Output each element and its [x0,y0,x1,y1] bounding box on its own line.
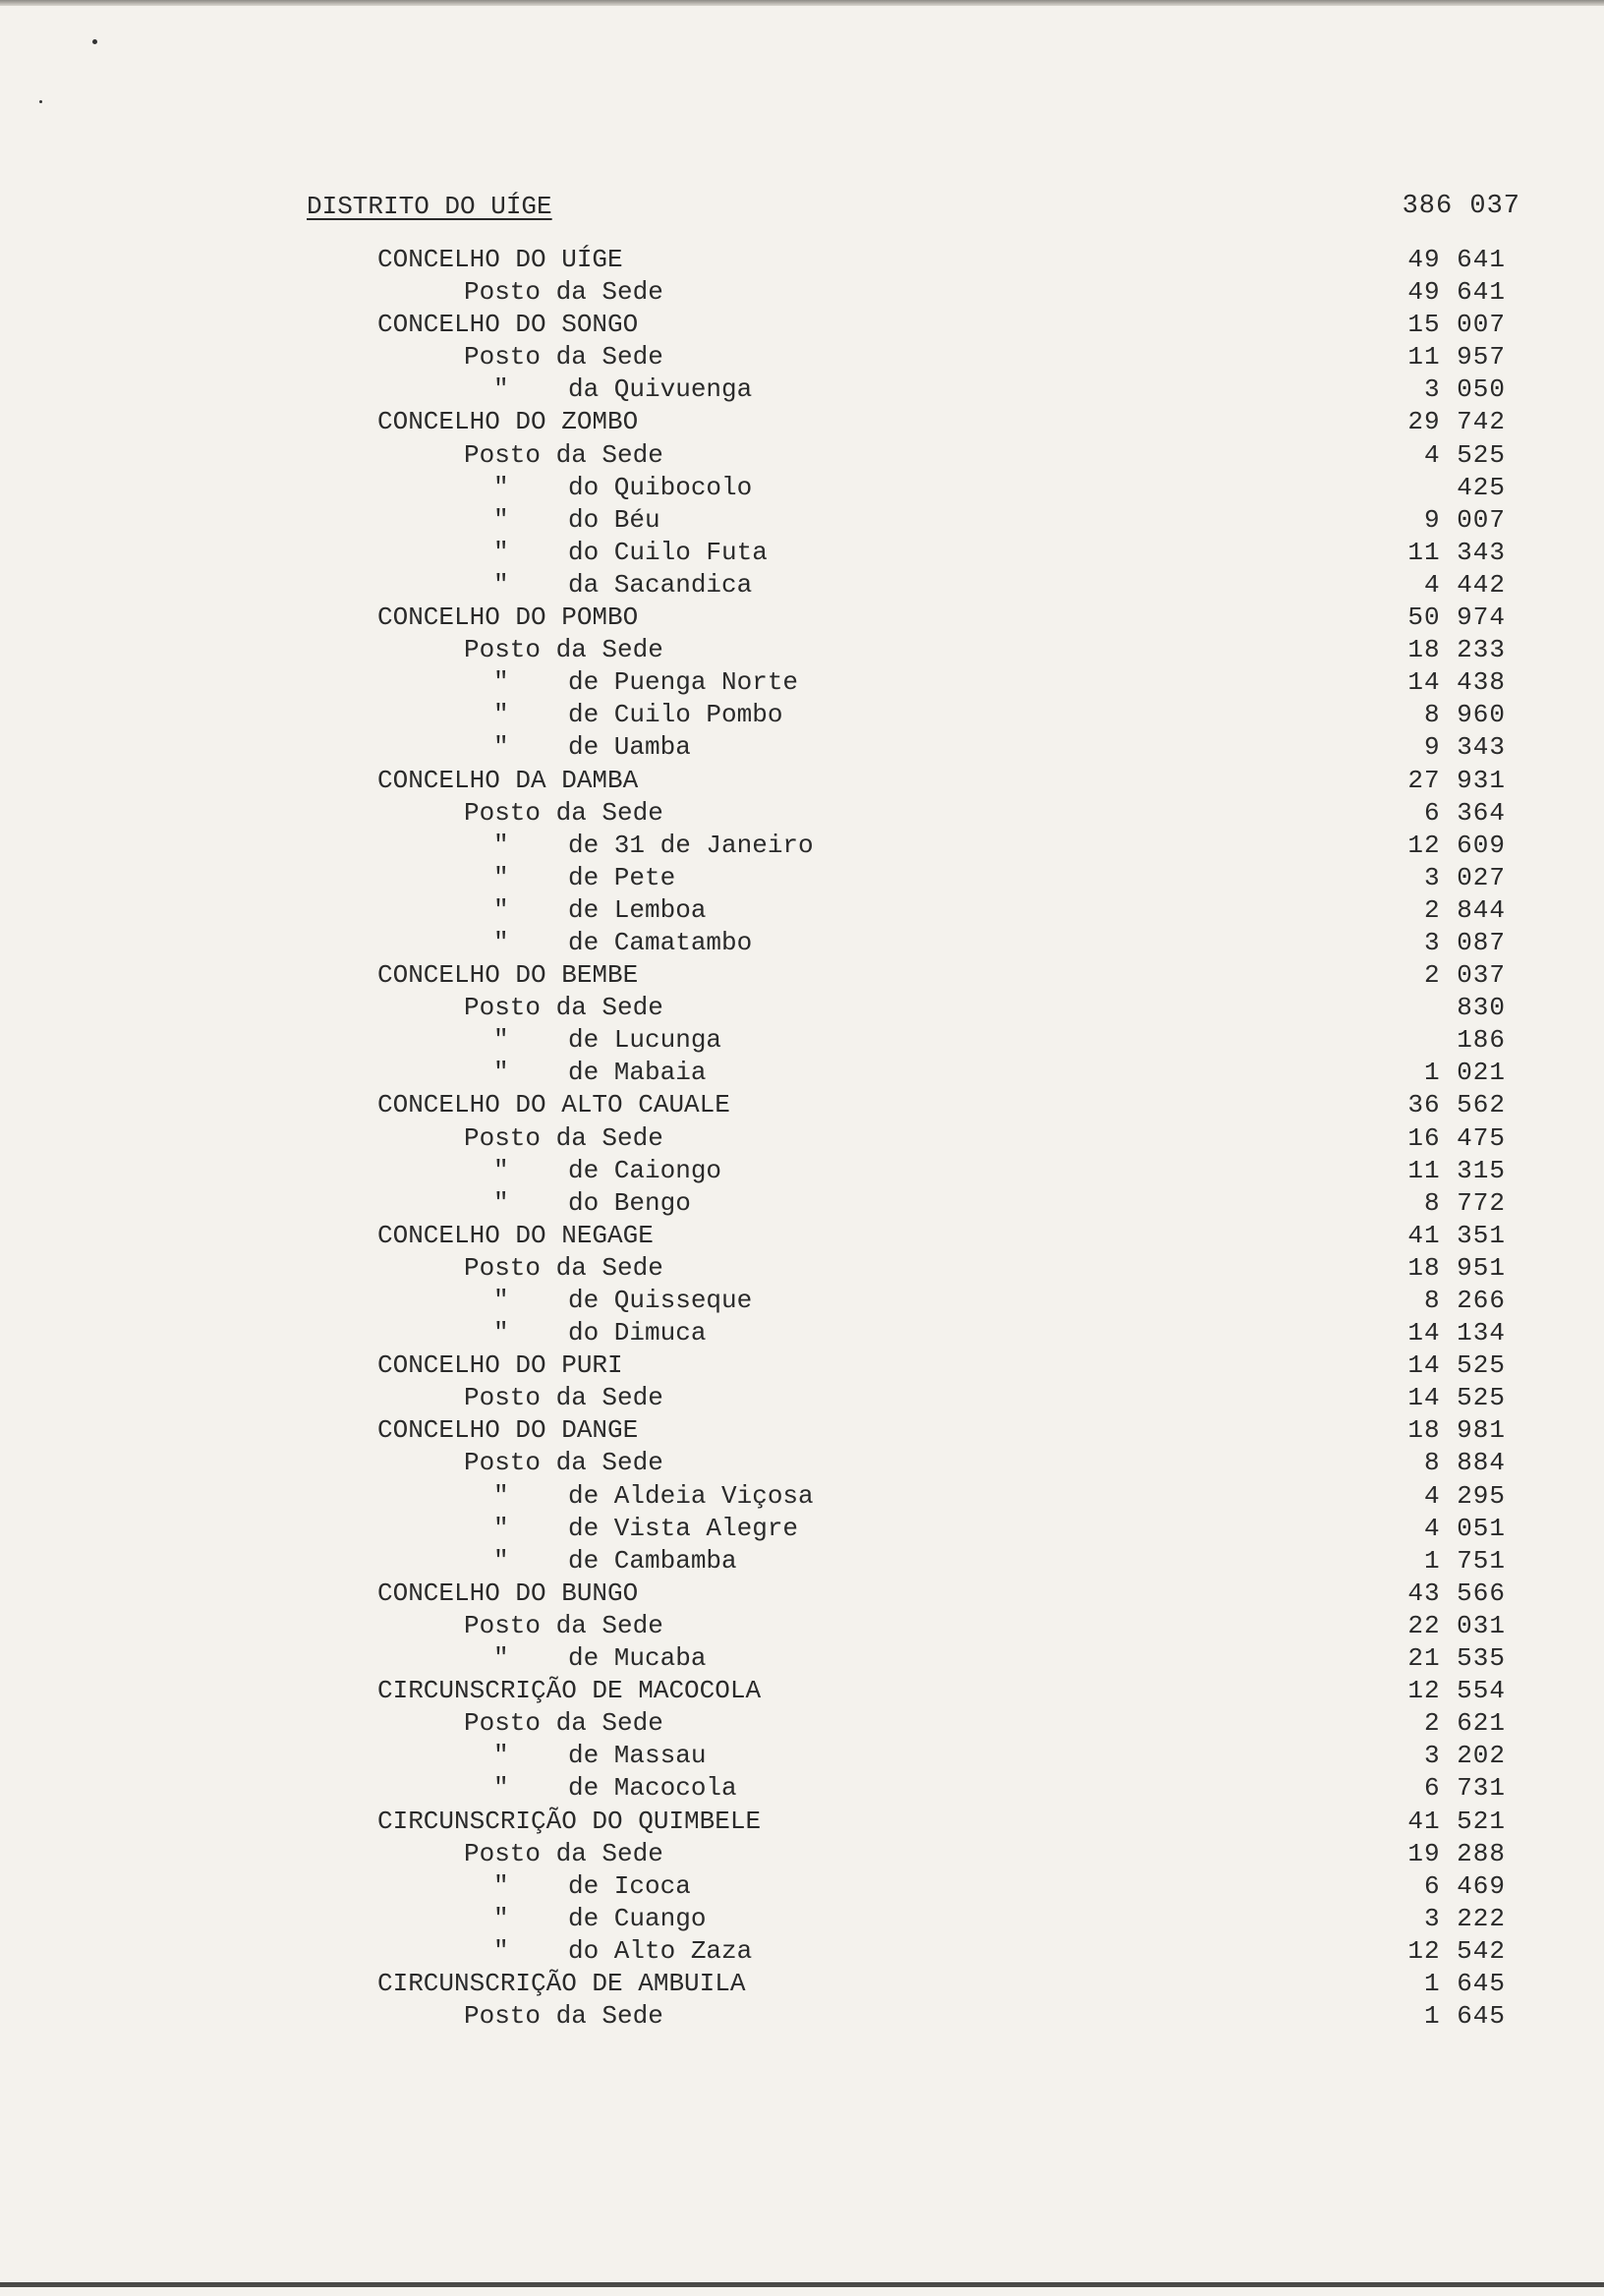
posto-row [307,1447,1535,1479]
row-label [307,341,1476,373]
posto-row [307,1252,1535,1285]
row-label [307,1024,1506,1057]
row-label-text: de Mucaba [568,1643,707,1674]
concelho-row [307,244,1535,276]
row-label [307,1772,1506,1805]
row-value: 14 438 [1407,667,1506,698]
row-label [307,1349,1390,1382]
posto-row [307,472,1535,504]
row-label-text: de Caiongo [568,1155,722,1185]
row-value: 14 525 [1407,1350,1506,1381]
row-label-text: do Béu [568,504,660,535]
posto-row [307,2000,1535,2033]
row-label [307,1707,1476,1740]
posto-row [307,830,1535,862]
row-label-text: Posto da Sede [464,439,663,470]
posto-row [307,1187,1535,1220]
row-label-text: CIRCUNSCRIÇÃO DE MACOCOLA [377,1676,762,1706]
posto-row [307,666,1535,699]
concelho-row [307,1806,1535,1838]
row-value: 425 [1457,472,1506,502]
posto-row [307,1610,1535,1642]
row-label-text: de Icoca [568,1870,691,1901]
row-label-text: CONCELHO DO PURI [377,1350,623,1381]
row-label [307,1317,1506,1349]
posto-row [307,1642,1535,1675]
row-label-text: de Lucunga [568,1025,722,1056]
row-value: 8 884 [1423,1448,1506,1478]
concelho-row [307,1968,1535,2000]
row-label-text: Posto da Sede [464,1838,663,1868]
ditto-mark: " [493,830,509,860]
row-value: 8 772 [1423,1187,1506,1218]
row-label [307,927,1506,959]
row-label-text: de Aldeia Viçosa [568,1480,814,1511]
posto-row [307,992,1535,1024]
row-label-text: CIRCUNSCRIÇÃO DE AMBUILA [377,1968,746,1998]
row-label-text: CONCELHO DO BUNGO [377,1578,639,1608]
posto-row [307,1317,1535,1349]
row-label [307,1480,1506,1513]
row-label [307,1252,1476,1285]
ditto-mark: " [493,1741,509,1771]
row-value: 36 562 [1407,1090,1506,1120]
ditto-mark: " [493,732,509,763]
row-value: 4 442 [1423,569,1506,600]
row-label-text: CONCELHO DO ALTO CAUALE [377,1090,730,1120]
ditto-mark: " [493,667,509,698]
row-value: 8 266 [1423,1286,1506,1315]
row-label [307,373,1506,406]
row-value: 18 951 [1407,1252,1506,1283]
posto-row [307,1838,1535,1870]
posto-row [307,1285,1535,1317]
row-label-text: do Cuilo Futa [568,537,768,567]
row-label-text: CONCELHO DO NEGAGE [377,1220,654,1250]
row-label-text: CONCELHO DO ZOMBO [377,407,639,437]
row-value: 1 751 [1423,1545,1506,1576]
row-label [307,1089,1390,1121]
row-label-text: Posto da Sede [464,277,663,308]
row-label-text: CIRCUNSCRIÇÃO DO QUIMBELE [377,1806,762,1836]
row-value: 22 031 [1407,1610,1506,1640]
row-label [307,666,1506,699]
row-value: 6 731 [1423,1773,1506,1804]
row-label [307,1903,1506,1935]
population-table [307,187,1535,2033]
ditto-mark: " [493,472,509,502]
row-label-text: de Massau [568,1741,707,1771]
concelho-row [307,1220,1535,1252]
row-value: 8 960 [1423,700,1506,730]
ditto-mark: " [493,537,509,567]
row-value: 830 [1457,993,1506,1023]
row-value: 9 343 [1423,732,1506,763]
row-label-text: de Macocola [568,1773,737,1804]
ditto-mark: " [493,1187,509,1218]
row-label-text: de Uamba [568,732,691,763]
posto-row [307,1382,1535,1414]
row-label-text: Posto da Sede [464,1122,663,1153]
posto-row [307,927,1535,959]
row-label-text: CONCELHO DO DANGE [377,1415,639,1446]
ink-speck [39,100,42,103]
posto-row [307,731,1535,764]
posto-row [307,797,1535,830]
row-value: 18 981 [1407,1415,1506,1446]
row-label [307,959,1390,992]
row-value: 29 742 [1407,407,1506,437]
posto-row [307,1480,1535,1513]
row-label [307,1220,1390,1252]
posto-row [307,699,1535,731]
row-value: 43 566 [1407,1578,1506,1608]
row-label-text: de Camatambo [568,927,753,957]
row-label [307,1968,1390,2000]
row-value: 14 525 [1407,1383,1506,1413]
row-label-text: Posto da Sede [464,1448,663,1478]
row-label-text: de Pete [568,862,676,892]
row-label [307,1545,1506,1578]
row-label-text: de Cuango [568,1903,707,1933]
row-label [307,862,1506,894]
row-label-text: de Quisseque [568,1286,753,1315]
ditto-mark: " [493,927,509,957]
posto-row [307,1707,1535,1740]
row-value: 21 535 [1407,1643,1506,1674]
row-label-text: do Alto Zaza [568,1935,753,1966]
row-value: 1 021 [1423,1058,1506,1088]
district-row [307,187,1535,244]
row-label [307,1610,1476,1642]
posto-row [307,276,1535,309]
row-label [307,1806,1390,1838]
ditto-mark: " [493,1318,509,1349]
row-label-text: do Quibocolo [568,472,753,502]
row-value: 3 087 [1423,927,1506,957]
row-value: 12 554 [1407,1676,1506,1706]
row-label [307,537,1506,569]
concelho-row [307,1675,1535,1707]
row-value: 41 521 [1407,1806,1506,1836]
row-value: 186 [1457,1025,1506,1056]
row-label [307,699,1506,731]
district-name: DISTRITO DO UÍGE [307,192,552,221]
row-label-text: Posto da Sede [464,1383,663,1413]
row-label [307,244,1390,276]
ditto-mark: " [493,700,509,730]
posto-row [307,1740,1535,1772]
row-label [307,894,1506,927]
row-value: 1 645 [1423,1968,1506,1998]
row-value: 2 621 [1423,1708,1506,1739]
row-label [307,406,1390,438]
row-label [307,1382,1476,1414]
row-label-text: do Dimuca [568,1318,707,1349]
row-label [307,1447,1476,1479]
row-label [307,992,1476,1024]
posto-row [307,504,1535,537]
row-label-text: de Mabaia [568,1058,707,1088]
concelho-row [307,1578,1535,1610]
posto-row [307,439,1535,472]
ditto-mark: " [493,1513,509,1543]
posto-row [307,1513,1535,1545]
row-label [307,634,1476,666]
row-label-text: Posto da Sede [464,1252,663,1283]
row-label-text: Posto da Sede [464,342,663,373]
posto-row [307,1024,1535,1057]
row-value: 49 641 [1407,277,1506,308]
ditto-mark: " [493,1545,509,1576]
row-label [307,1870,1506,1903]
row-label-text: de Vista Alegre [568,1513,799,1543]
concelho-row [307,309,1535,341]
row-label [307,731,1506,764]
posto-row [307,894,1535,927]
posto-row [307,1935,1535,1968]
row-label [307,309,1390,341]
row-label [307,1285,1506,1317]
row-label-text: Posto da Sede [464,1610,663,1640]
row-value: 1 645 [1423,2001,1506,2032]
row-value: 49 641 [1407,245,1506,274]
row-label-text: CONCELHO DA DAMBA [377,765,639,795]
ditto-mark: " [493,1643,509,1674]
page-bottom-edge [0,2282,1604,2287]
district-total: 386 037 [1402,192,1520,221]
posto-row [307,1772,1535,1805]
ditto-mark: " [493,1058,509,1088]
ditto-mark: " [493,1935,509,1966]
row-value: 41 351 [1407,1220,1506,1250]
posto-row [307,341,1535,373]
posto-row [307,1155,1535,1187]
posto-row [307,1122,1535,1155]
concelho-row [307,602,1535,634]
row-value: 12 609 [1407,830,1506,860]
posto-row [307,569,1535,602]
row-value: 27 931 [1407,765,1506,795]
ditto-mark: " [493,504,509,535]
row-label-text: de 31 de Janeiro [568,830,814,860]
row-value: 11 343 [1407,537,1506,567]
row-label [307,1642,1506,1675]
ditto-mark: " [493,1025,509,1056]
concelho-row [307,406,1535,438]
row-value: 6 364 [1423,797,1506,828]
posto-row [307,1903,1535,1935]
row-value: 2 844 [1423,894,1506,925]
ditto-mark: " [493,569,509,600]
row-value: 16 475 [1407,1122,1506,1153]
concelho-row [307,765,1535,797]
row-value: 12 542 [1407,1935,1506,1966]
posto-row [307,1057,1535,1089]
concelho-row [307,1089,1535,1121]
row-label [307,765,1390,797]
ditto-mark: " [493,1773,509,1804]
posto-row [307,1870,1535,1903]
row-value: 2 037 [1423,960,1506,991]
row-value: 4 525 [1423,439,1506,470]
row-label [307,1155,1506,1187]
ditto-mark: " [493,374,509,405]
row-value: 50 974 [1407,603,1506,633]
posto-row [307,373,1535,406]
row-label-text: de Lemboa [568,894,707,925]
row-value: 19 288 [1407,1838,1506,1868]
row-value: 11 957 [1407,342,1506,373]
row-label-text: da Sacandica [568,569,753,600]
row-label-text: de Puenga Norte [568,667,799,698]
row-label-text: CONCELHO DO BEMBE [377,960,639,991]
row-label-text: do Bengo [568,1187,691,1218]
row-value: 15 007 [1407,310,1506,340]
row-label-text: CONCELHO DO SONGO [377,310,639,340]
page-top-edge [0,0,1604,6]
row-label-text: Posto da Sede [464,993,663,1023]
row-value: 14 134 [1407,1318,1506,1349]
row-label [307,1187,1506,1220]
ink-speck [92,39,97,44]
row-value: 4 051 [1423,1513,1506,1543]
row-value: 11 315 [1407,1155,1506,1185]
row-label [307,472,1506,504]
row-label [307,1122,1476,1155]
row-label-text: da Quivuenga [568,374,753,405]
row-label [307,504,1506,537]
concelho-row [307,1349,1535,1382]
ditto-mark: " [493,1903,509,1933]
row-label [307,1935,1506,1968]
row-value: 3 027 [1423,862,1506,892]
ditto-mark: " [493,894,509,925]
row-value: 4 295 [1423,1480,1506,1511]
row-label [307,1513,1506,1545]
row-label-text: Posto da Sede [464,1708,663,1739]
row-label [307,797,1476,830]
row-label-text: CONCELHO DO POMBO [377,603,639,633]
row-label-text: de Cambamba [568,1545,737,1576]
ditto-mark: " [493,1480,509,1511]
row-label-text: CONCELHO DO UÍGE [377,245,623,274]
row-value: 3 202 [1423,1741,1506,1771]
row-label [307,276,1476,309]
row-label [307,1578,1390,1610]
row-label [307,1740,1506,1772]
row-label [307,2000,1476,2033]
row-label [307,1057,1506,1089]
row-label-text: de Cuilo Pombo [568,700,783,730]
row-label-text: Posto da Sede [464,635,663,665]
ditto-mark: " [493,1155,509,1185]
row-label [307,1838,1476,1870]
row-label-text: Posto da Sede [464,797,663,828]
row-label-text: Posto da Sede [464,2001,663,2032]
posto-row [307,862,1535,894]
row-value: 18 233 [1407,635,1506,665]
row-label [307,439,1476,472]
posto-row [307,634,1535,666]
posto-row [307,537,1535,569]
posto-row [307,1545,1535,1578]
ditto-mark: " [493,862,509,892]
concelho-row [307,1414,1535,1447]
concelho-row [307,959,1535,992]
ditto-mark: " [493,1286,509,1315]
table-body [307,244,1535,2033]
row-value: 9 007 [1423,504,1506,535]
row-label [307,602,1390,634]
row-value: 6 469 [1423,1870,1506,1901]
row-value: 3 050 [1423,374,1506,405]
ditto-mark: " [493,1870,509,1901]
row-label [307,1414,1390,1447]
row-label [307,830,1506,862]
row-label [307,569,1506,602]
row-value: 3 222 [1423,1903,1506,1933]
row-label [307,1675,1390,1707]
